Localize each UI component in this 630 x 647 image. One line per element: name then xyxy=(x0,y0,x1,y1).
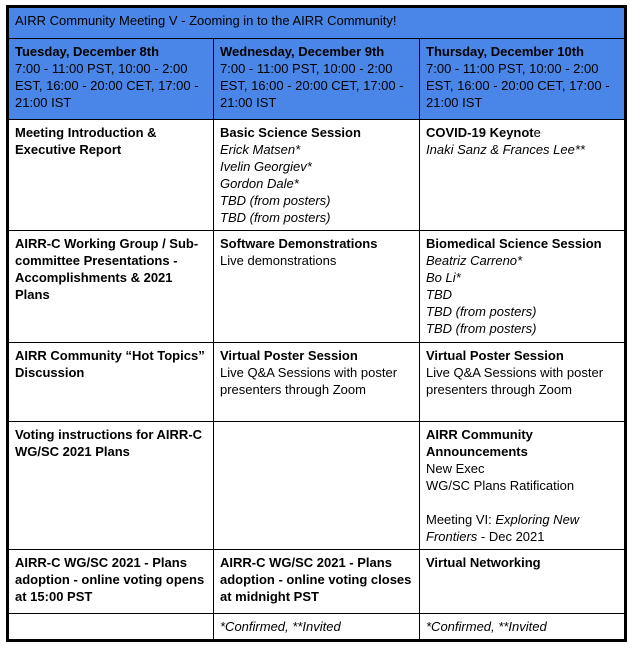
cell-line xyxy=(426,494,618,511)
cell-line: AIRR-C WG/SC 2021 - Plans adoption - online voting closes at midnight PST xyxy=(220,555,412,604)
schedule-row xyxy=(8,614,626,641)
cell-line: AIRR Community “Hot Topics” Discussion xyxy=(15,348,205,380)
cell-line: TBD xyxy=(426,287,452,302)
day-header-wednesday xyxy=(214,39,420,120)
day-header-tuesday xyxy=(8,39,214,120)
cell-line: Virtual Poster Session xyxy=(426,348,564,363)
schedule-cell xyxy=(420,422,626,550)
cell-line: Virtual Networking xyxy=(426,555,541,570)
schedule-cell xyxy=(420,614,626,641)
cell-line: AIRR Community Announcements xyxy=(426,427,533,459)
cell-line: COVID-19 Keynote xyxy=(426,125,541,140)
schedule-cell xyxy=(420,120,626,231)
day-times: 7:00 - 11:00 PST, 10:00 - 2:00 EST, 16:00 - 20:00 CET, 17:00 - 21:00 IST xyxy=(15,61,199,110)
schedule-table xyxy=(6,5,627,642)
schedule-row xyxy=(8,422,626,550)
schedule-body xyxy=(8,120,626,641)
schedule-cell xyxy=(8,120,214,231)
cell-line: Ivelin Georgiev* xyxy=(220,159,312,174)
schedule-cell xyxy=(214,120,420,231)
title-row xyxy=(8,7,626,39)
day-header-thursday xyxy=(420,39,626,120)
schedule-row xyxy=(8,120,626,231)
schedule-cell xyxy=(420,343,626,422)
schedule-cell xyxy=(8,343,214,422)
schedule-cell xyxy=(214,550,420,614)
cell-line: Inaki Sanz & Frances Lee** xyxy=(426,142,585,157)
cell-line: Live demonstrations xyxy=(220,253,337,268)
day-times: 7:00 - 11:00 PST, 10:00 - 2:00 EST, 16:00 - 20:00 CET, 17:00 - 21:00 IST xyxy=(426,61,610,110)
cell-line: TBD (from posters) xyxy=(426,321,537,336)
schedule-row xyxy=(8,231,626,343)
schedule-cell xyxy=(8,550,214,614)
day-times: 7:00 - 11:00 PST, 10:00 - 2:00 EST, 16:00 - 20:00 CET, 17:00 - 21:00 IST xyxy=(220,61,404,110)
cell-line: Live Q&A Sessions with poster presenters through Zoom xyxy=(220,365,398,397)
day-name: Wednesday, December 9th xyxy=(220,44,385,59)
schedule-cell xyxy=(8,231,214,343)
cell-line: TBD (from posters) xyxy=(220,210,331,225)
cell-line: TBD (from posters) xyxy=(220,193,331,208)
schedule-cell xyxy=(8,422,214,550)
cell-line: Live Q&A Sessions with poster presenters through Zoom xyxy=(426,365,604,397)
cell-line: AIRR-C Working Group / Sub-committee Presentations - Accomplishments & 2021 Plans xyxy=(15,236,199,302)
cell-line: Erick Matsen* xyxy=(220,142,301,157)
schedule-cell xyxy=(420,550,626,614)
cell-line: Beatriz Carreno* xyxy=(426,253,523,268)
schedule-row xyxy=(8,343,626,422)
cell-line: *Confirmed, **Invited xyxy=(220,619,341,634)
schedule-cell xyxy=(420,231,626,343)
cell-line: Voting instructions for AIRR-C WG/SC 2021 Plans xyxy=(15,427,203,459)
day-name: Tuesday, December 8th xyxy=(15,44,160,59)
day-name: Thursday, December 10th xyxy=(426,44,584,59)
schedule-cell xyxy=(214,422,420,550)
schedule-cell xyxy=(214,614,420,641)
cell-line: *Confirmed, **Invited xyxy=(426,619,547,634)
cell-line: Bo Li* xyxy=(426,270,461,285)
cell-line: TBD (from posters) xyxy=(426,304,537,319)
cell-line: WG/SC Plans Ratification xyxy=(426,478,575,493)
schedule-cell xyxy=(8,614,214,641)
cell-line: Software Demonstrations xyxy=(220,236,378,251)
meeting-title: AIRR Community Meeting V - Zooming in to the AIRR Community! xyxy=(8,7,626,39)
cell-line: Virtual Poster Session xyxy=(220,348,358,363)
cell-line: Meeting VI: Exploring New Frontiers - Dec 2021 xyxy=(426,512,580,544)
schedule-row xyxy=(8,550,626,614)
cell-line: Basic Science Session xyxy=(220,125,361,140)
cell-line: New Exec xyxy=(426,461,485,476)
cell-line: Biomedical Science Session xyxy=(426,236,602,251)
schedule-cell xyxy=(214,343,420,422)
schedule-cell xyxy=(214,231,420,343)
day-header-row xyxy=(8,39,626,120)
cell-line: Gordon Dale* xyxy=(220,176,299,191)
cell-line: Meeting Introduction & Executive Report xyxy=(15,125,157,157)
cell-line: AIRR-C WG/SC 2021 - Plans adoption - online voting opens at 15:00 PST xyxy=(15,555,205,604)
